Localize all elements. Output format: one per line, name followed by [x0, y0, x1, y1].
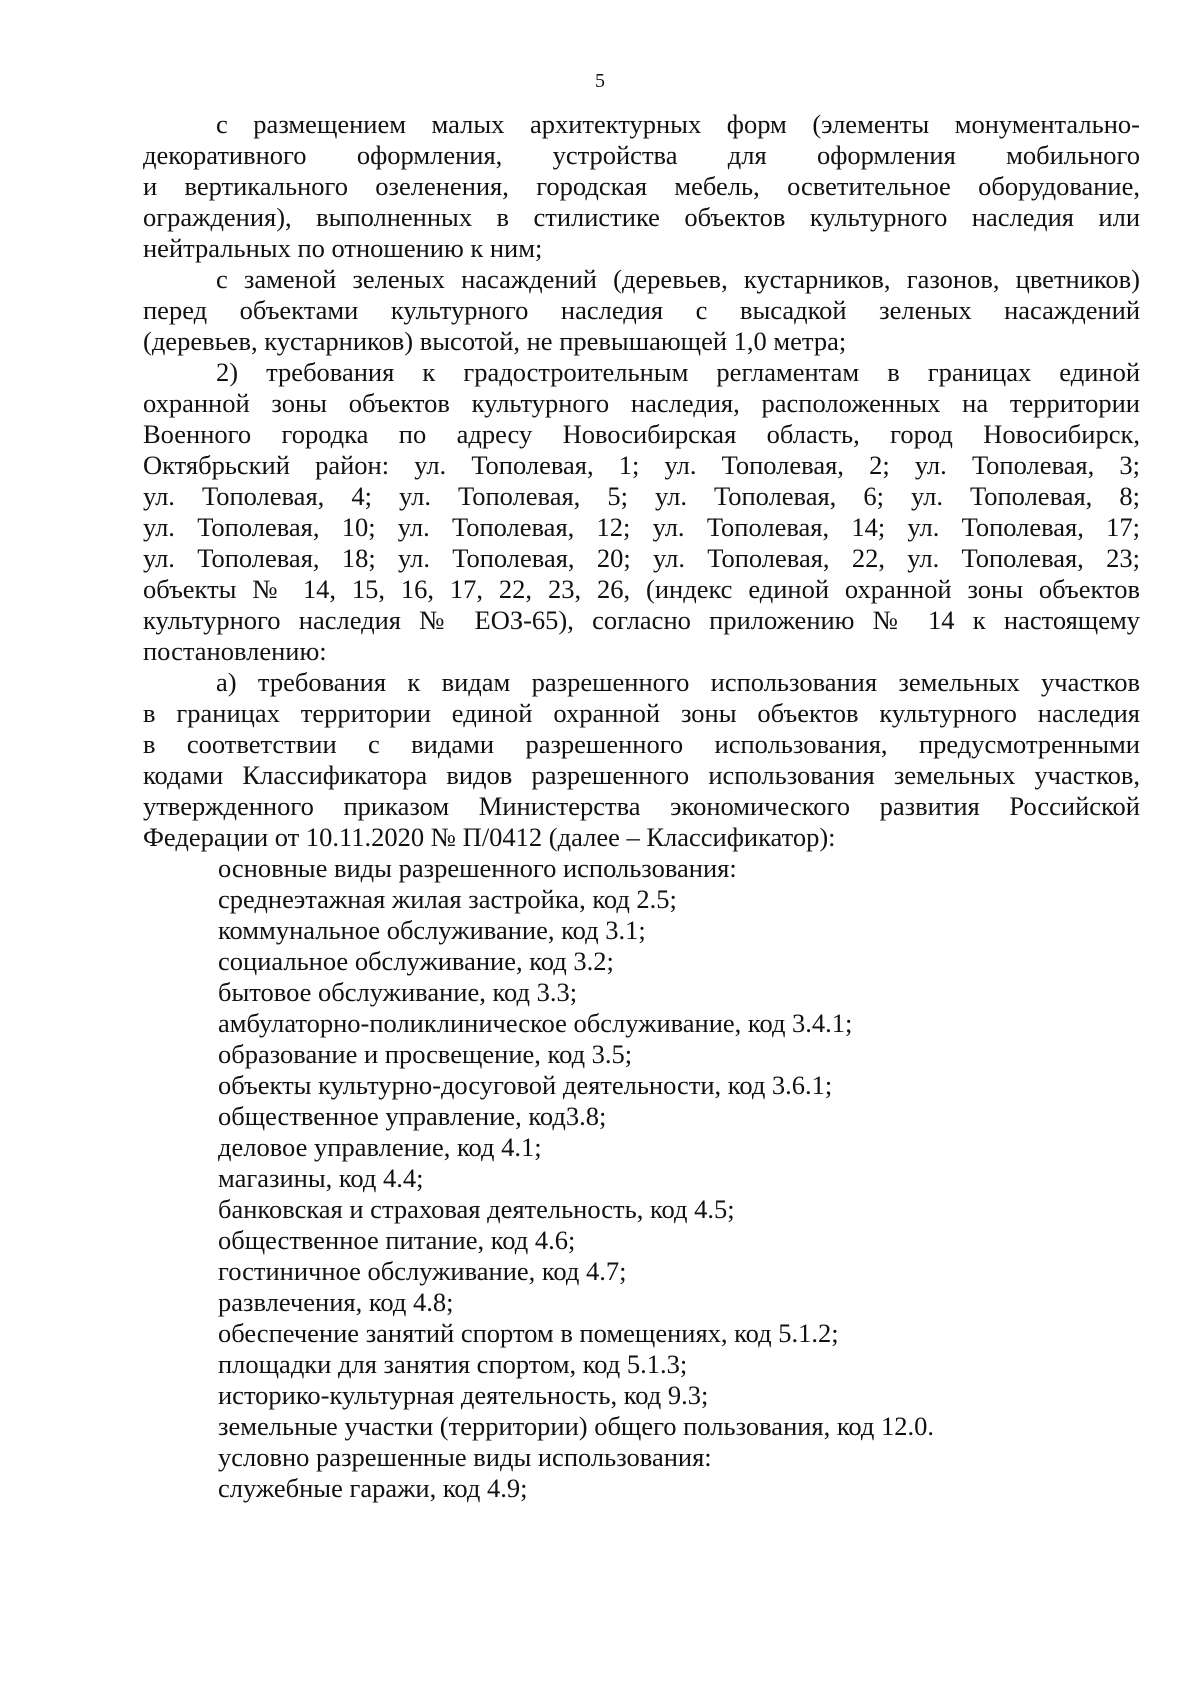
list-item: земельные участки (территории) общего пользования, код 12.0. [218, 1411, 934, 1441]
list-item: образование и просвещение, код 3.5; [218, 1039, 633, 1069]
list-item: площадки для занятия спортом, код 5.1.3; [218, 1349, 688, 1379]
list-item: служебные гаражи, код 4.9; [218, 1473, 528, 1503]
text-line: ул. Тополевая, 18; ул. Тополевая, 20; ул. Тополевая, 22, ул. Тополевая, 23; [143, 543, 1140, 573]
list-heading: основные виды разрешенного использования: [218, 853, 737, 883]
list-item: обеспечение занятий спортом в помещениях, код 5.1.2; [218, 1318, 839, 1348]
text-line: объекты № 14, 15, 16, 17, 22, 23, 26, (индекс единой охранной зоны объектов [143, 574, 1140, 604]
text-line: ул. Тополевая, 10; ул. Тополевая, 12; ул. Тополевая, 14; ул. Тополевая, 17; [143, 512, 1140, 542]
text-line: декоративного оформления, устройства для оформления мобильного [143, 140, 1140, 170]
text-line: перед объектами культурного наследия с высадкой зеленых насаждений [143, 295, 1140, 325]
list-item: развлечения, код 4.8; [218, 1287, 454, 1317]
text-line: охранной зоны объектов культурного наследия, расположенных на территории [143, 388, 1140, 418]
text-line: нейтральных по отношению к ним; [143, 233, 543, 263]
text-line: Военного городка по адресу Новосибирская область, город Новосибирск, [143, 419, 1140, 449]
list-item: среднеэтажная жилая застройка, код 2.5; [218, 884, 677, 914]
list-item: деловое управление, код 4.1; [218, 1132, 542, 1162]
list-item: социальное обслуживание, код 3.2; [218, 946, 614, 976]
list-item: гостиничное обслуживание, код 4.7; [218, 1256, 627, 1286]
text-line: с заменой зеленых насаждений (деревьев, кустарников, газонов, цветников) [216, 264, 1140, 294]
list-item: коммунальное обслуживание, код 3.1; [218, 915, 646, 945]
text-line: (деревьев, кустарников) высотой, не превышающей 1,0 метра; [143, 326, 847, 356]
text-line: а) требования к видам разрешенного использования земельных участков [216, 667, 1140, 697]
list-item: банковская и страховая деятельность, код 4.5; [218, 1194, 735, 1224]
list-item: амбулаторно-поликлиническое обслуживание, код 3.4.1; [218, 1008, 853, 1038]
list-heading: условно разрешенные виды использования: [218, 1442, 712, 1472]
text-line: Октябрьский район: ул. Тополевая, 1; ул. Тополевая, 2; ул. Тополевая, 3; [143, 450, 1140, 480]
text-line: культурного наследия № ЕОЗ-65), согласно приложению № 14 к настоящему [143, 605, 1140, 635]
list-item: историко-культурная деятельность, код 9.3; [218, 1380, 709, 1410]
text-line: ограждения), выполненных в стилистике объектов культурного наследия или [143, 202, 1140, 232]
page-number: 5 [595, 70, 605, 92]
text-line: постановлению: [143, 636, 327, 666]
text-line: Федерации от 10.11.2020 № П/0412 (далее – Классификатор): [143, 822, 836, 852]
text-line: ул. Тополевая, 4; ул. Тополевая, 5; ул. Тополевая, 6; ул. Тополевая, 8; [143, 481, 1140, 511]
text-line: в соответствии с видами разрешенного использования, предусмотренными [143, 729, 1140, 759]
text-line: 2) требования к градостроительным регламентам в границах единой [216, 357, 1140, 387]
text-line: с размещением малых архитектурных форм (элементы монументально- [216, 109, 1140, 139]
list-item: общественное управление, код3.8; [218, 1101, 607, 1131]
list-item: объекты культурно-досуговой деятельности, код 3.6.1; [218, 1070, 833, 1100]
list-item: магазины, код 4.4; [218, 1163, 424, 1193]
text-line: в границах территории единой охранной зоны объектов культурного наследия [143, 698, 1140, 728]
list-item: общественное питание, код 4.6; [218, 1225, 576, 1255]
list-item: бытовое обслуживание, код 3.3; [218, 977, 578, 1007]
text-line: и вертикального озеленения, городская мебель, осветительное оборудование, [143, 171, 1140, 201]
text-line: утвержденного приказом Министерства экономического развития Российской [143, 791, 1140, 821]
text-line: кодами Классификатора видов разрешенного использования земельных участков, [143, 760, 1140, 790]
